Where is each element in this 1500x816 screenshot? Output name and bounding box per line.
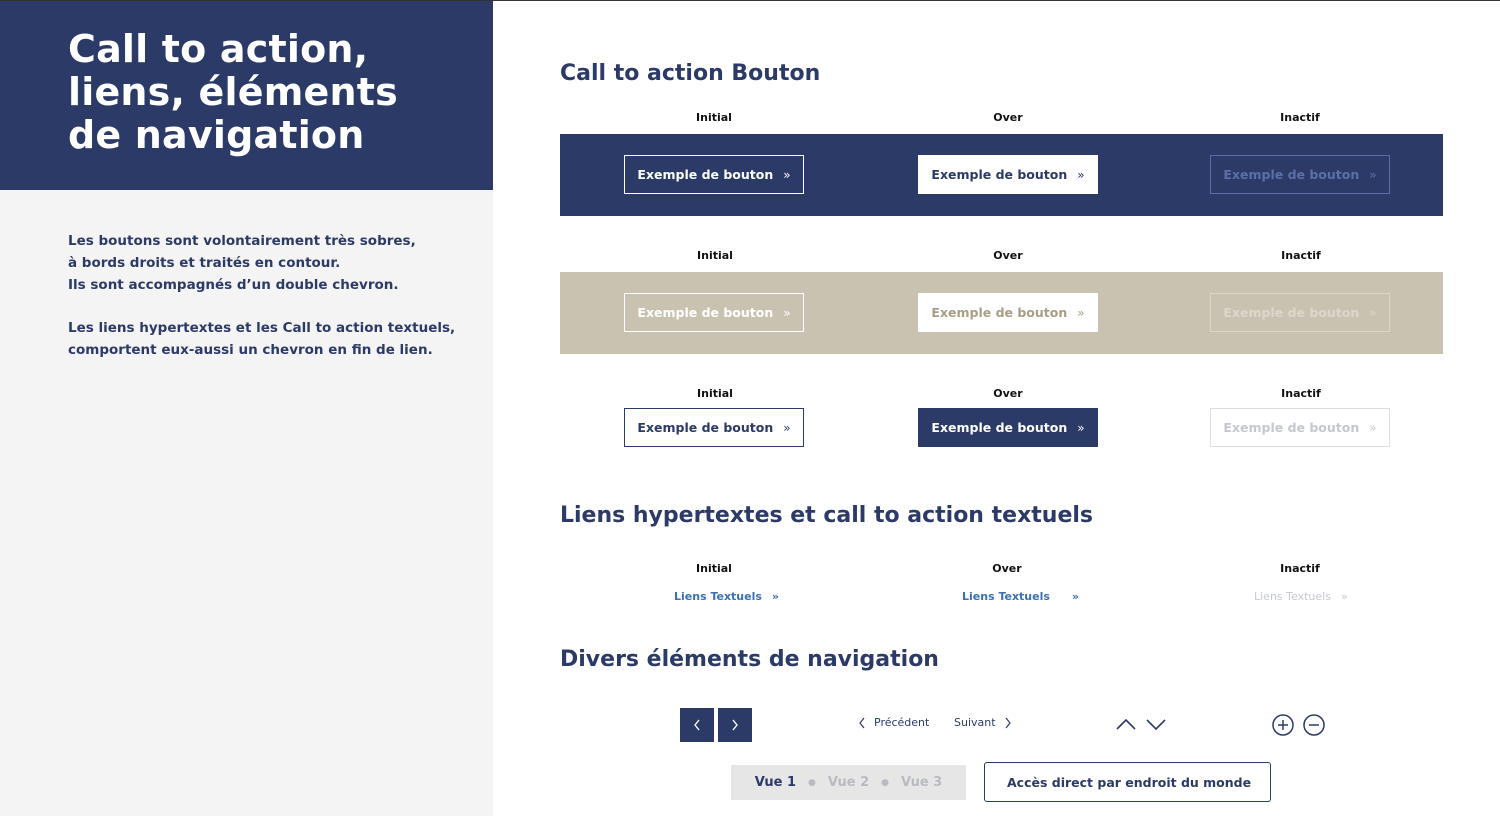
state-label-initial: Initial	[696, 562, 732, 575]
button-white-initial[interactable]	[624, 408, 804, 447]
chevron-left-icon	[692, 718, 702, 732]
link-label: Liens Textuels	[962, 590, 1050, 603]
arrow-prev-button[interactable]	[680, 708, 714, 742]
double-chevron-icon: »	[1369, 420, 1377, 435]
page-title	[68, 28, 468, 157]
button-label: Exemple de bouton	[1223, 305, 1360, 320]
button-navy-initial[interactable]	[624, 155, 804, 194]
tab-vue-2[interactable]: Vue 2	[827, 775, 870, 790]
left-header-panel	[0, 1, 493, 190]
text-link-inactive	[1254, 590, 1348, 603]
double-chevron-icon: »	[1077, 420, 1085, 435]
button-white-over[interactable]	[918, 408, 1098, 447]
button-label: Exemple de bouton	[931, 420, 1068, 435]
pager-next-label: Suivant	[954, 716, 996, 729]
section-title-links: Liens hypertextes et call to action textuels	[560, 503, 1093, 528]
state-label-inactive: Inactif	[1280, 111, 1320, 124]
tab-separator: ●	[808, 777, 816, 788]
state-label-over: Over	[993, 111, 1023, 124]
double-chevron-icon: »	[1077, 167, 1085, 182]
double-chevron-icon: »	[783, 167, 791, 182]
state-label-initial: Initial	[696, 111, 732, 124]
double-chevron-icon: »	[1077, 305, 1085, 320]
button-label: Exemple de bouton	[1223, 167, 1360, 182]
double-chevron-icon: »	[783, 305, 791, 320]
button-label: Exemple de bouton	[637, 167, 774, 182]
intro-paragraph-buttons	[68, 230, 448, 296]
paragraph-line: Ils sont accompagnés d’un double chevron.	[68, 277, 399, 293]
button-beige-over[interactable]	[918, 293, 1098, 332]
view-tabs	[731, 765, 966, 800]
title-line: de navigation	[68, 113, 365, 157]
tab-vue-3[interactable]: Vue 3	[900, 775, 943, 790]
pager-next-link[interactable]	[954, 716, 1012, 729]
state-label-over: Over	[993, 387, 1023, 400]
state-label-initial: Initial	[697, 387, 733, 400]
plus-circle-icon[interactable]	[1272, 714, 1294, 736]
state-label-inactive: Inactif	[1281, 387, 1321, 400]
button-navy-over[interactable]	[918, 155, 1098, 194]
double-chevron-icon: »	[1071, 590, 1080, 603]
chevron-right-icon	[1004, 717, 1012, 729]
paragraph-line: à bords droits et traités en contour.	[68, 255, 341, 271]
button-label: Exemple de bouton	[931, 167, 1068, 182]
state-label-inactive: Inactif	[1281, 249, 1321, 262]
button-beige-inactive	[1210, 293, 1390, 332]
button-beige-initial[interactable]	[624, 293, 804, 332]
pager-previous-link[interactable]	[858, 716, 929, 729]
chevron-up-icon[interactable]	[1115, 717, 1137, 731]
link-label: Liens Textuels	[1254, 590, 1331, 603]
pager-previous-label: Précédent	[874, 716, 930, 729]
state-label-inactive: Inactif	[1280, 562, 1320, 575]
chevron-right-icon	[730, 718, 740, 732]
tab-separator: ●	[881, 777, 889, 788]
chevron-left-icon	[858, 717, 866, 729]
text-link-initial[interactable]	[674, 590, 779, 603]
state-label-initial: Initial	[697, 249, 733, 262]
button-white-inactive	[1210, 408, 1390, 447]
button-label: Exemple de bouton	[1223, 420, 1360, 435]
region-select[interactable]	[984, 762, 1271, 802]
button-label: Exemple de bouton	[931, 305, 1068, 320]
double-chevron-icon: »	[1340, 590, 1348, 603]
paragraph-line: Les liens hypertextes et les Call to action textuels,	[68, 320, 456, 336]
tab-vue-1[interactable]: Vue 1	[754, 775, 797, 790]
state-label-over: Over	[993, 249, 1023, 262]
text-link-over[interactable]	[962, 590, 1079, 603]
button-label: Exemple de bouton	[637, 305, 774, 320]
double-chevron-icon: »	[1369, 305, 1377, 320]
paragraph-line: comportent eux-aussi un chevron en fin de lien.	[68, 342, 433, 358]
minus-circle-icon[interactable]	[1303, 714, 1325, 736]
chevron-down-icon[interactable]	[1145, 717, 1167, 731]
paragraph-line: Les boutons sont volontairement très sobres,	[68, 233, 416, 249]
title-line: liens, éléments	[68, 70, 398, 114]
section-title-navigation: Divers éléments de navigation	[560, 647, 939, 672]
button-label: Exemple de bouton	[637, 420, 774, 435]
title-line: Call to action,	[68, 27, 369, 71]
double-chevron-icon: »	[771, 590, 780, 603]
link-label: Liens Textuels	[674, 590, 762, 603]
region-select-value: Accès direct par endroit du monde	[1007, 774, 1252, 790]
button-navy-inactive	[1210, 155, 1390, 194]
intro-paragraph-links	[68, 317, 456, 361]
arrow-next-button[interactable]	[718, 708, 752, 742]
section-title-buttons: Call to action Bouton	[560, 61, 821, 86]
state-label-over: Over	[992, 562, 1022, 575]
double-chevron-icon: »	[1369, 167, 1377, 182]
double-chevron-icon: »	[783, 420, 791, 435]
